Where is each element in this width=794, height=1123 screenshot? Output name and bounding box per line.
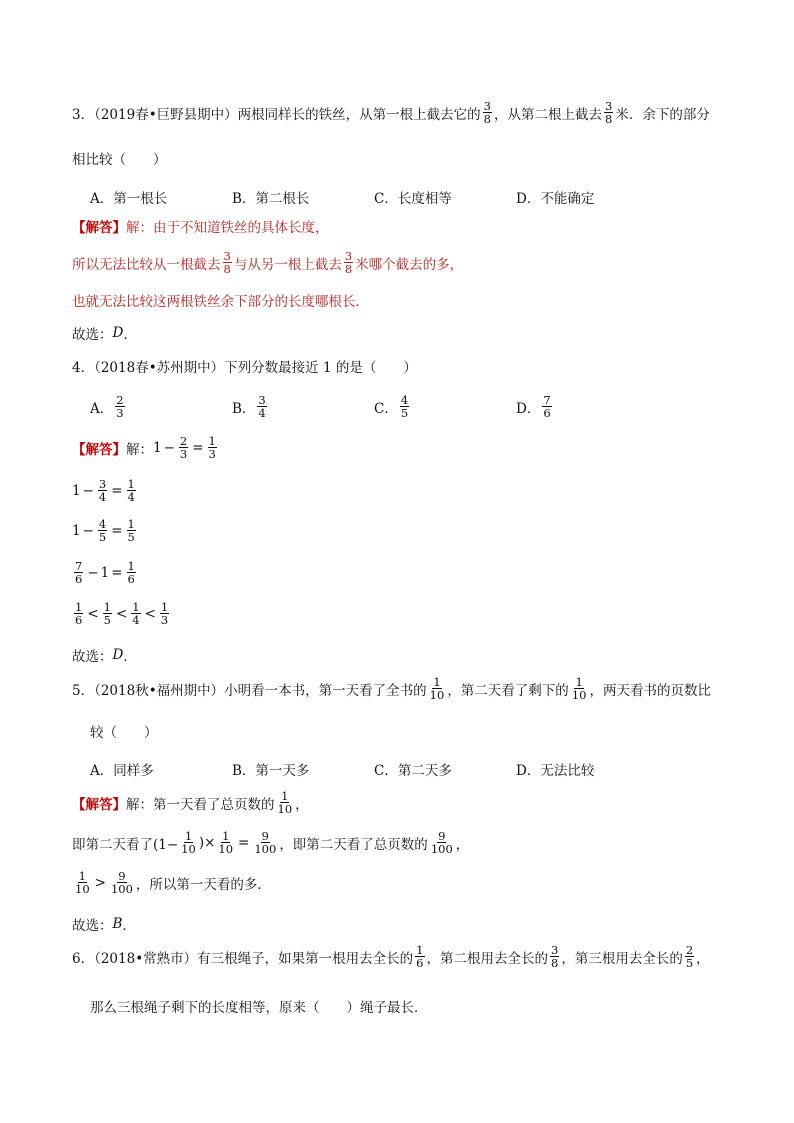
q3-choose: 故选： D ． [72,325,137,343]
q3-stem-text: 相比较（ ） [72,152,167,168]
q4-choose: 故选： D ． [72,647,137,665]
q6-stem-text: 那么三根绳子剩下的长度相等，原来（ ）绳子最长． [90,1000,428,1016]
q3-option-b: B．第二根长 [232,191,310,207]
q4-option-b: B． $\frac{3}{4}$ [232,393,266,421]
q5-options [90,759,658,779]
q6-stem-line2 [90,996,428,1016]
q5-answer-line3: $\frac{1}{10}$ > $\frac{9}{100}$ ，所以第一天看的多． [75,869,271,897]
q6-stem-text: 6．（2018•常熟市）有三根绳子，如果第一根用去全长的 [72,950,414,967]
q3-stem-text: ，从第二根上截去 [494,106,602,123]
q4-option-c: C． $\frac{4}{5}$ [374,393,409,421]
q3-stem-text: 米．余下的部分 [615,106,710,123]
q4-stem [72,356,417,376]
q5-option-b: B．第一天多 [232,763,310,779]
q5-stem-text: 较（ ） [90,725,158,741]
answer-text: 解：由于不知道铁丝的具体长度， [126,220,329,236]
q6-stem-text: ，第三根用去全长的 [561,950,683,967]
q5-stem-line2 [90,721,158,741]
q4-answer-line3: 1 − $\frac{4}{5}$ = $\frac{1}{5}$ [72,517,135,545]
q5-option-a: A．同样多 [90,763,154,779]
q5-option-d: D．无法比较 [516,763,595,779]
answer-tag: 【解答】 [72,441,126,458]
q4-option-d: D． $\frac{7}{6}$ [516,393,551,421]
q3-option-c: C．长度相等 [374,191,452,207]
answer-text: 所以无法比较从一根截去 [72,256,221,273]
q3-options [90,187,658,207]
q5-answer-line2: 即第二天看了(1− $\frac{1}{10}$ )× $\frac{1}{10}$ = $\frac{9}{100}$ ，即第二天看了总页数的 $\frac{9}{100}$ ， [72,829,470,857]
answer-tag: 【解答】 [72,220,126,236]
q3-option-d: D．不能确定 [516,191,595,207]
answer-text: 米哪个截去的多， [355,256,464,273]
q5-stem-text: ，两天看书的页数比 [589,682,711,699]
q5-choose: 故选： B ． [72,916,136,934]
q3-answer-line2 [72,250,463,275]
fraction: $\frac{3}{8}$ [605,99,613,127]
q4-answer-line2: 1 − $\frac{3}{4}$ = $\frac{1}{4}$ [72,477,135,505]
q4-answer-line4: $\frac{7}{6}$ − 1 = $\frac{1}{6}$ [75,559,135,587]
fraction: $\frac{3}{8}$ [344,249,353,277]
fraction: $\frac{3}{8}$ [223,249,231,277]
q5-answer-line1: 【解答】 解：第一天看了总页数的 $\frac{1}{10}$ ， [72,789,309,817]
q3-answer-line1 [72,216,329,236]
answer-text: 与从另一根上截去 [233,256,342,273]
q6-stem-text: ，第二根用去全长的 [426,950,548,967]
q4-answer-line1: 【解答】 解： 1 − $\frac{2}{3}$ = $\frac{1}{3}$ [72,434,216,462]
q3-answer-line3 [72,290,369,310]
q5-option-c: C．第二天多 [374,763,452,779]
q4-options [90,394,658,419]
q3-stem-text: 3．（2019春•巨野县期中）两根同样长的铁丝，从第一根上截去它的 [72,106,481,123]
answer-tag: 【解答】 [72,796,126,813]
answer-text: 也就无法比较这两根铁丝余下部分的长度哪根长． [72,294,369,310]
q6-stem-line1: 6．（2018•常熟市）有三根绳子，如果第一根用去全长的 $\frac{1}{6}$ ，第二根用去全长的 $\frac{3}{8}$ ，第三根用去全长的 $\frac{2}{5}$ ， [72,943,710,971]
q3-stem-line2 [72,148,167,168]
q3-option-a: A．第一根长 [90,191,168,207]
q3-stem-line1 [72,100,710,125]
q5-stem-text: 5．（2018秋•福州期中）小明看一本书，第一天看了全书的 [72,682,427,699]
q4-stem-text: 4．（2018春•苏州期中）下列分数最接近 1 的是（ ） [72,360,417,376]
q5-stem-line1: 5．（2018秋•福州期中）小明看一本书，第一天看了全书的 $\frac{1}{10}$ ，第二天看了剩下的 $\frac{1}{10}$ ，两天看书的页数比 [72,675,711,703]
fraction: $\frac{3}{8}$ [483,99,491,127]
q5-stem-text: ，第二天看了剩下的 [447,682,569,699]
q4-answer-line5: $\frac{1}{6}$ < $\frac{1}{5}$ < $\frac{1}{4}$ < $\frac{1}{3}$ [75,600,169,628]
q4-option-a: A． $\frac{2}{3}$ [90,393,124,421]
